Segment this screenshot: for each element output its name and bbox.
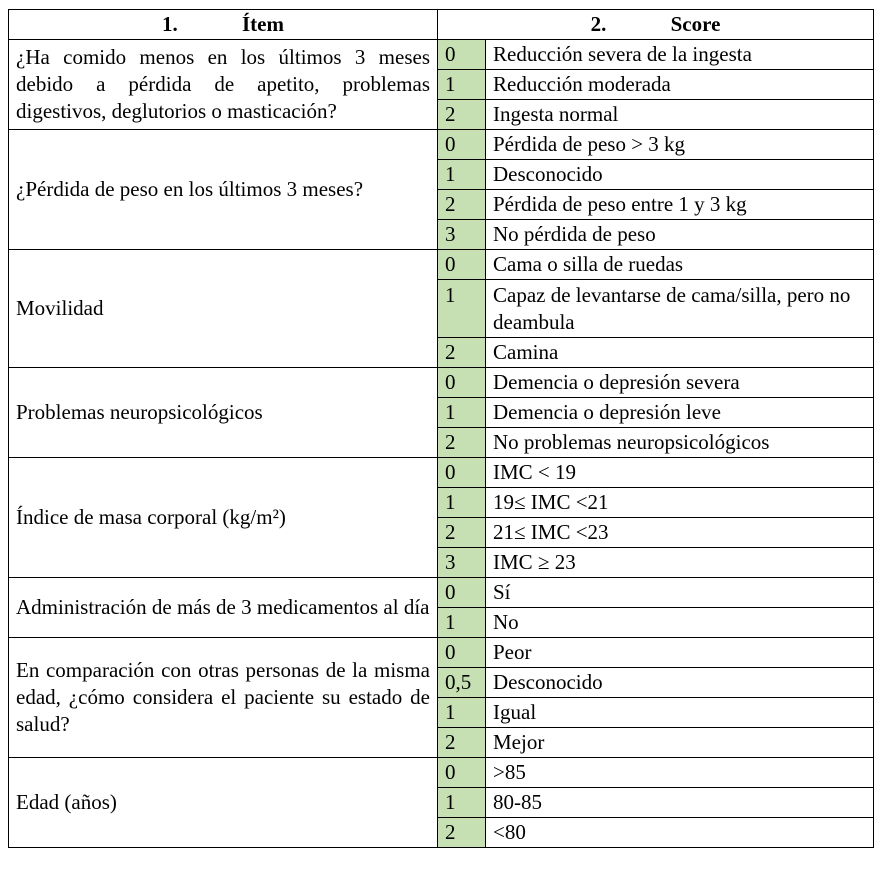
option-cell: Reducción moderada — [486, 70, 874, 100]
score-cell: 1 — [438, 698, 486, 728]
option-cell: Demencia o depresión leve — [486, 398, 874, 428]
option-cell: Capaz de levantarse de cama/silla, pero no deambula — [486, 280, 874, 338]
option-cell: Reducción severa de la ingesta — [486, 40, 874, 70]
option-cell: No problemas neuropsicológicos — [486, 428, 874, 458]
score-cell: 1 — [438, 608, 486, 638]
item-cell-bmi: Índice de masa corporal (kg/m²) — [9, 458, 438, 578]
table-row — [9, 40, 874, 70]
score-cell: 0 — [438, 458, 486, 488]
header-item-number: 1. — [162, 12, 178, 36]
table-row — [9, 368, 874, 398]
header-item-label: Ítem — [242, 12, 284, 36]
table-row — [9, 638, 874, 668]
option-cell: Sí — [486, 578, 874, 608]
score-cell: 0 — [438, 250, 486, 280]
score-cell: 0 — [438, 578, 486, 608]
option-cell: 80-85 — [486, 788, 874, 818]
option-cell: No — [486, 608, 874, 638]
score-cell: 2 — [438, 190, 486, 220]
score-cell: 0 — [438, 368, 486, 398]
score-cell: 1 — [438, 398, 486, 428]
score-cell: 2 — [438, 428, 486, 458]
option-cell: IMC ≥ 23 — [486, 548, 874, 578]
score-cell: 2 — [438, 518, 486, 548]
header-score-label: Score — [670, 12, 721, 36]
score-cell: 0 — [438, 40, 486, 70]
option-cell: <80 — [486, 818, 874, 848]
item-cell-weight-loss: ¿Pérdida de peso en los últimos 3 meses? — [9, 130, 438, 250]
table-row — [9, 250, 874, 280]
score-cell: 1 — [438, 280, 486, 338]
option-cell: Camina — [486, 338, 874, 368]
option-cell: Peor — [486, 638, 874, 668]
table-row — [9, 458, 874, 488]
score-cell: 1 — [438, 788, 486, 818]
score-cell: 0 — [438, 130, 486, 160]
score-cell: 1 — [438, 488, 486, 518]
item-cell-self-rated-health: En comparación con otras personas de la misma edad, ¿cómo considera el paciente su estado de salud? — [9, 638, 438, 758]
score-cell: 1 — [438, 160, 486, 190]
option-cell: IMC < 19 — [486, 458, 874, 488]
option-cell: Desconocido — [486, 160, 874, 190]
table-row — [9, 130, 874, 160]
option-cell: 21≤ IMC <23 — [486, 518, 874, 548]
option-cell: No pérdida de peso — [486, 220, 874, 250]
option-cell: Mejor — [486, 728, 874, 758]
item-cell-medications: Administración de más de 3 medicamentos al día — [9, 578, 438, 638]
score-cell: 2 — [438, 338, 486, 368]
option-cell: Ingesta normal — [486, 100, 874, 130]
score-cell: 0,5 — [438, 668, 486, 698]
option-cell: Desconocido — [486, 668, 874, 698]
option-cell: Pérdida de peso entre 1 y 3 kg — [486, 190, 874, 220]
item-cell-neuropsych: Problemas neuropsicológicos — [9, 368, 438, 458]
score-cell: 1 — [438, 70, 486, 100]
option-cell: 19≤ IMC <21 — [486, 488, 874, 518]
option-cell: Cama o silla de ruedas — [486, 250, 874, 280]
item-cell-intake: ¿Ha comido menos en los últimos 3 meses debido a pérdida de apetito, problemas digestivos, deglutorios o masticación? — [9, 40, 438, 130]
option-cell: Igual — [486, 698, 874, 728]
score-cell: 0 — [438, 638, 486, 668]
item-cell-age: Edad (años) — [9, 758, 438, 848]
score-cell: 3 — [438, 548, 486, 578]
score-cell: 2 — [438, 728, 486, 758]
option-cell: Pérdida de peso > 3 kg — [486, 130, 874, 160]
score-cell: 2 — [438, 100, 486, 130]
option-cell: >85 — [486, 758, 874, 788]
table-row — [9, 578, 874, 608]
header-item — [9, 10, 438, 40]
header-score — [438, 10, 874, 40]
score-cell: 2 — [438, 818, 486, 848]
item-cell-mobility: Movilidad — [9, 250, 438, 368]
score-cell: 3 — [438, 220, 486, 250]
header-row — [9, 10, 874, 40]
mna-score-table — [8, 9, 874, 848]
option-cell: Demencia o depresión severa — [486, 368, 874, 398]
table-row — [9, 758, 874, 788]
header-score-number: 2. — [590, 12, 607, 36]
score-cell: 0 — [438, 758, 486, 788]
